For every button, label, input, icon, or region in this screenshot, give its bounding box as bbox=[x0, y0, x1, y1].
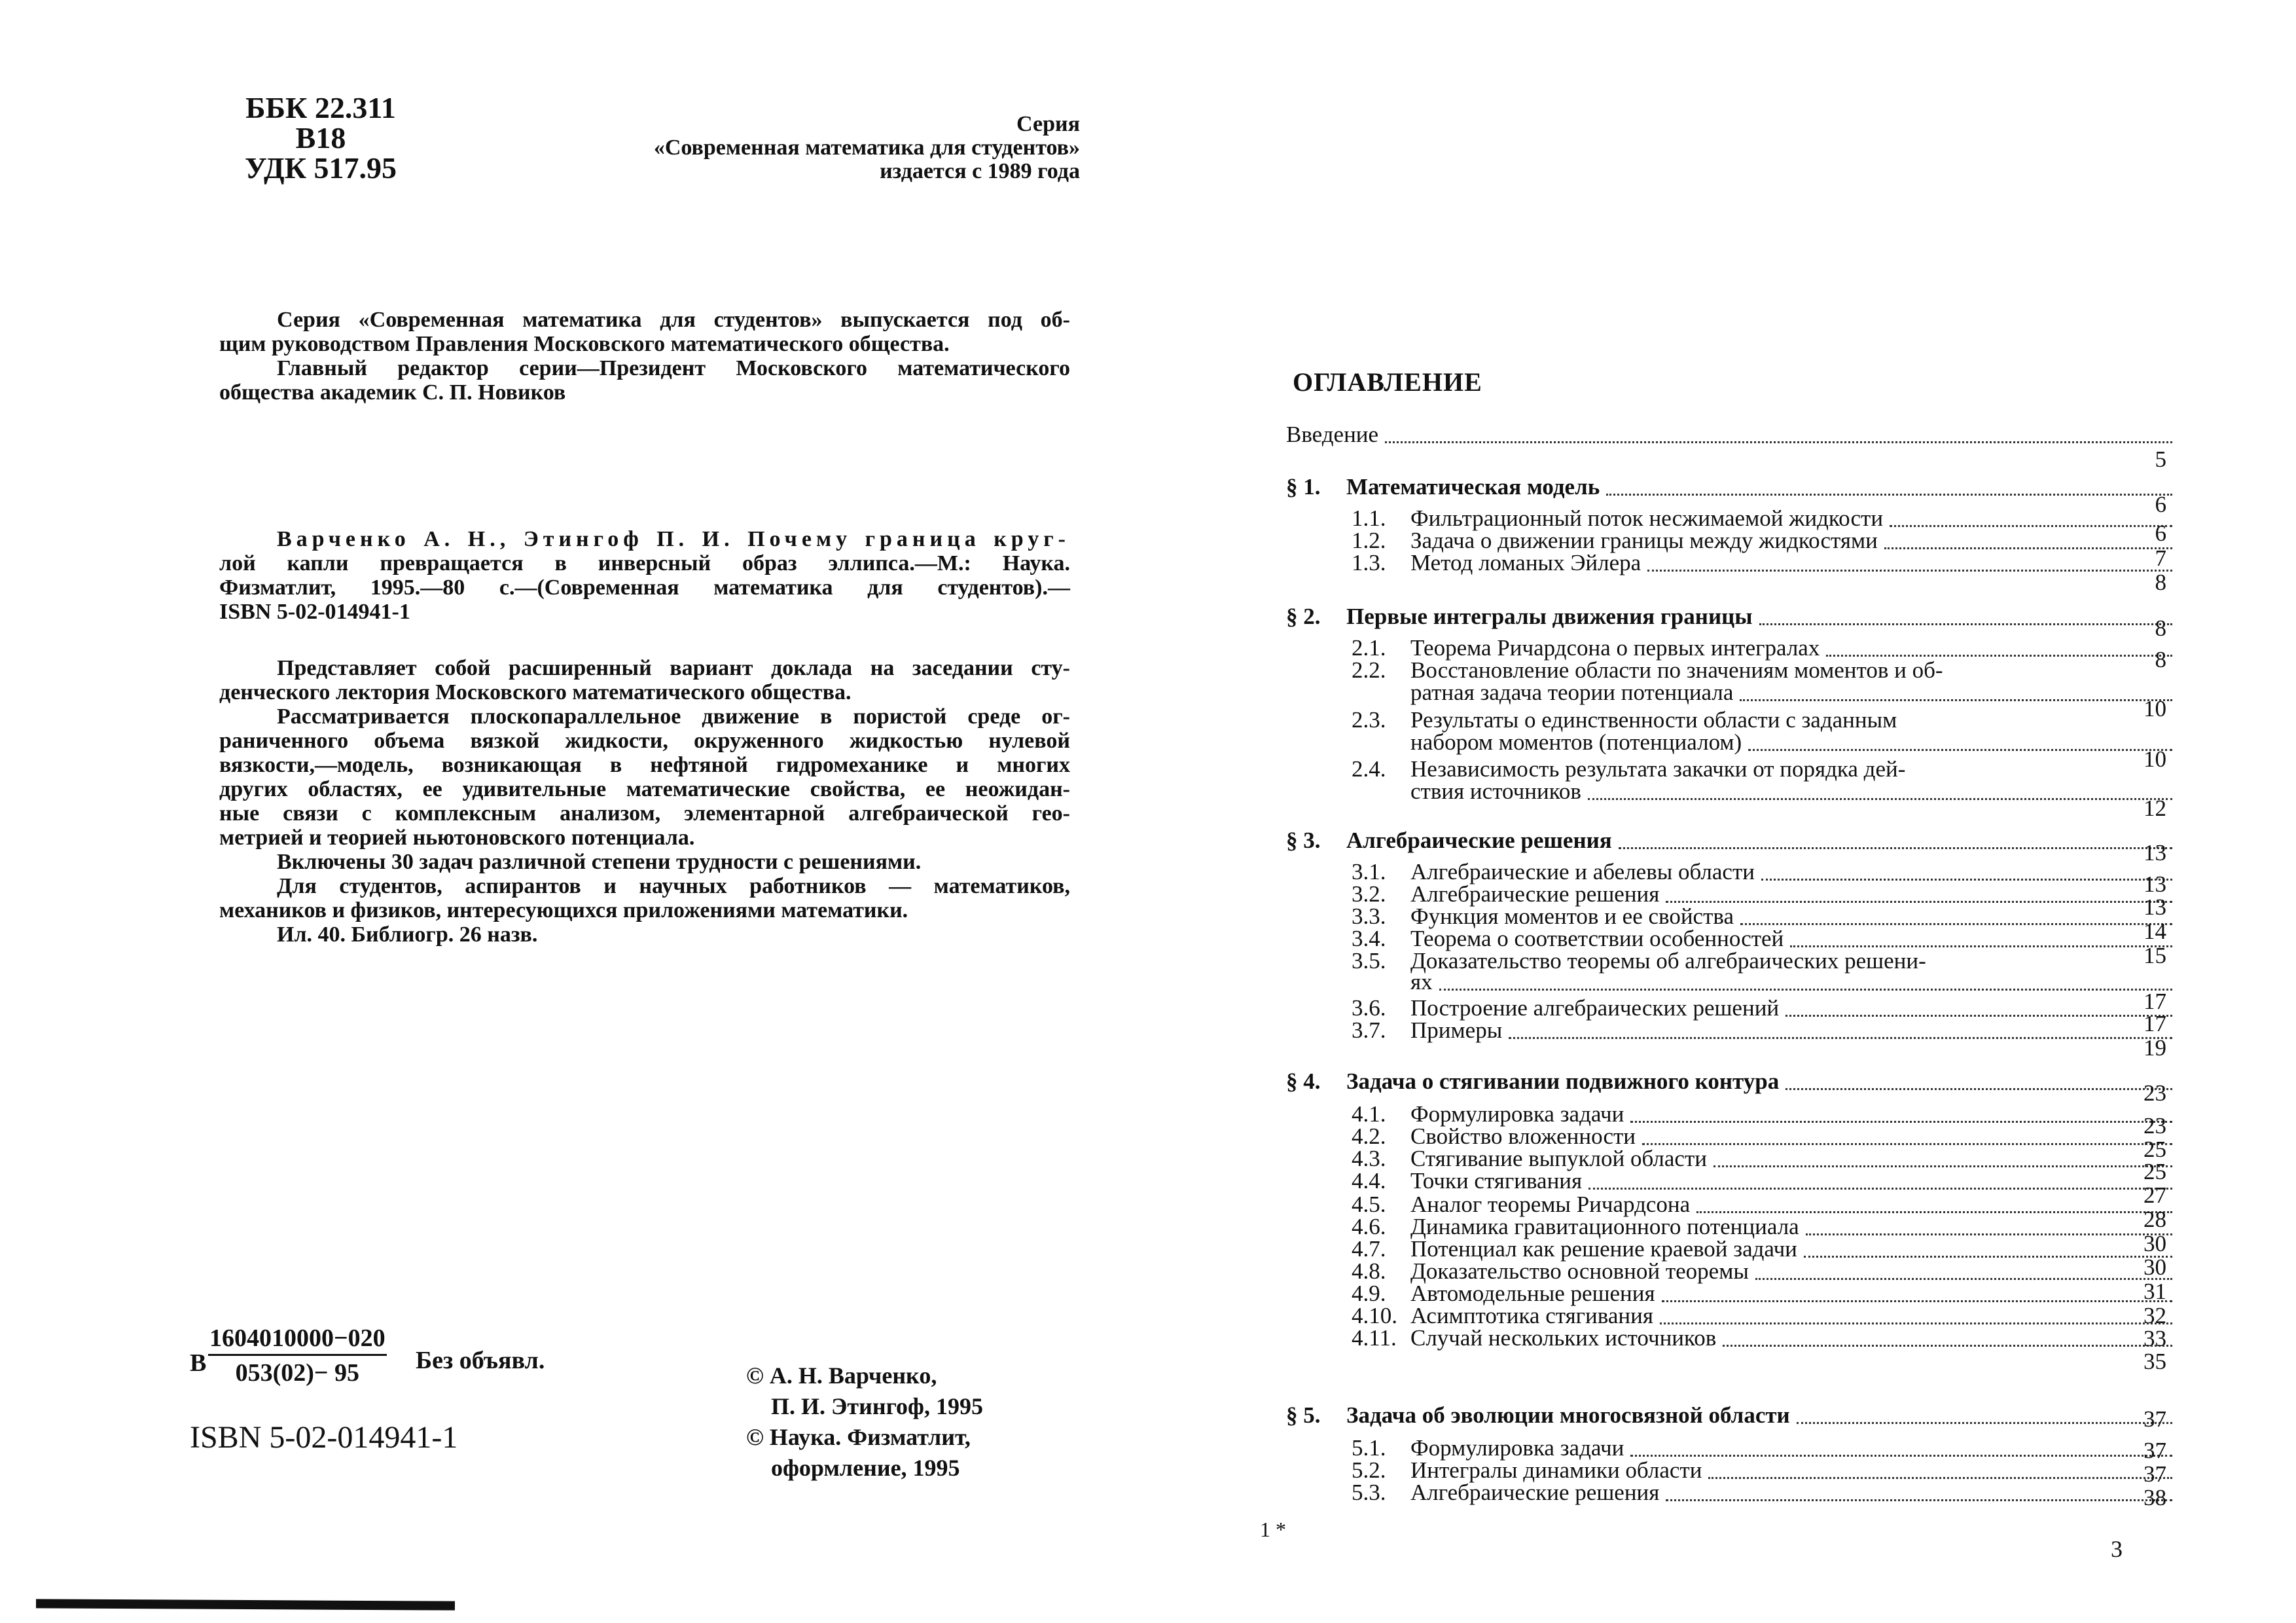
toc-entry-number: 2.2. bbox=[1352, 657, 1386, 683]
toc-section-number: § 1. bbox=[1286, 474, 1321, 500]
toc-title: ОГЛАВЛЕНИЕ bbox=[1293, 367, 1482, 397]
toc-section-number: § 2. bbox=[1286, 604, 1321, 629]
toc-page-number: 17 bbox=[2144, 989, 2166, 1014]
price-code-letter: В bbox=[190, 1349, 207, 1377]
toc-entry-number: 5.3. bbox=[1352, 1480, 1386, 1505]
toc-page-number: 31 bbox=[2144, 1279, 2166, 1304]
toc-page-number: 30 bbox=[2144, 1231, 2166, 1256]
toc-page-number: 30 bbox=[2144, 1254, 2166, 1280]
toc-leader bbox=[1606, 494, 2172, 496]
toc-entry-number: 3.7. bbox=[1352, 1017, 1386, 1043]
toc-page-number: 32 bbox=[2144, 1303, 2166, 1328]
toc-page-number: 13 bbox=[2144, 894, 2166, 920]
bbk-code: ББК 22.311 bbox=[245, 91, 396, 124]
toc-entry-title: Задача о стягивании подвижного контура bbox=[1346, 1068, 1780, 1094]
text-line: Серия «Современная математика для студентов» выпускается под об- bbox=[277, 308, 1070, 332]
toc-page-number: 12 bbox=[2144, 795, 2166, 821]
text-line: общества академик С. П. Новиков bbox=[219, 380, 566, 405]
series-header bbox=[589, 113, 1080, 183]
text-line: Включены 30 задач различной степени трудности с решениями. bbox=[277, 850, 922, 874]
toc-page-number: 5 bbox=[2155, 447, 2166, 472]
toc-section-number: § 3. bbox=[1286, 828, 1321, 853]
copyright-line: П. И. Этингоф, 1995 bbox=[771, 1393, 983, 1419]
toc-entry-number: 4.11. bbox=[1352, 1325, 1397, 1351]
toc-entry-number: 1.2. bbox=[1352, 528, 1386, 553]
toc-entry bbox=[1352, 1324, 2176, 1350]
toc-entry-title: ратная задача теории потенциала bbox=[1410, 680, 1734, 705]
toc-section bbox=[1286, 473, 2176, 499]
toc-entry-number: 4.6. bbox=[1352, 1214, 1386, 1239]
toc-entry-number: 1.3. bbox=[1352, 550, 1386, 575]
toc-entry-number: 3.4. bbox=[1352, 926, 1386, 951]
toc-entry bbox=[1286, 420, 2176, 447]
text-line: Ил. 40. Библиогр. 26 назв. bbox=[277, 922, 538, 947]
toc-page-number: 28 bbox=[2144, 1207, 2166, 1232]
toc-entry-number: 4.1. bbox=[1352, 1101, 1386, 1127]
toc-leader bbox=[1619, 847, 2172, 849]
toc-entry-number: 4.7. bbox=[1352, 1236, 1386, 1262]
toc-page-number: 6 bbox=[2155, 520, 2166, 546]
toc-page-number: 23 bbox=[2144, 1080, 2166, 1106]
toc-entry-title: Доказательство основной теоремы bbox=[1410, 1258, 1749, 1284]
toc-entry-number: 2.3. bbox=[1352, 707, 1386, 733]
toc-entry-continuation bbox=[1352, 728, 2176, 754]
toc-entry-title: Формулировка задачи bbox=[1410, 1435, 1624, 1461]
toc-entry-title: Алгебраические и абелевы области bbox=[1410, 859, 1755, 884]
copyright-block bbox=[746, 1360, 983, 1484]
toc-leader bbox=[1385, 441, 2172, 443]
toc-page-number: 8 bbox=[2155, 615, 2166, 641]
text-line: метрией и теорией ньютоновского потенциала. bbox=[219, 826, 695, 850]
toc-entry-continuation bbox=[1352, 777, 2176, 803]
toc-page-number: 13 bbox=[2144, 840, 2166, 866]
toc-leader bbox=[1588, 798, 2172, 800]
toc-entry-title: Автомодельные решения bbox=[1410, 1281, 1655, 1306]
classification-codes bbox=[232, 93, 409, 183]
isbn: ISBN 5-02-014941-1 bbox=[190, 1420, 458, 1455]
bibliographic-record bbox=[219, 527, 1070, 624]
toc-entry-number: 3.1. bbox=[1352, 859, 1386, 884]
toc-page-number: 37 bbox=[2144, 1406, 2166, 1432]
series-name: «Современная математика для студентов» bbox=[653, 136, 1080, 160]
toc-entry-number: 4.2. bbox=[1352, 1123, 1386, 1149]
toc-page-number: 17 bbox=[2144, 1011, 2166, 1036]
copyright-line: оформление, 1995 bbox=[771, 1455, 960, 1481]
copyright-line: © Наука. Физматлит, bbox=[746, 1424, 971, 1450]
text-line: других областях, ее удивительные математические свойства, ее неожидан- bbox=[219, 777, 1070, 801]
text-line: раниченного объема вязкой жидкости, окруженного жидкостью нулевой bbox=[219, 729, 1070, 753]
toc-entry-title: Задача об эволюции многосвязной области bbox=[1346, 1402, 1790, 1428]
toc-entry-title: Теорема о соответствии особенностей bbox=[1410, 926, 1784, 951]
toc-entry bbox=[1352, 1478, 2176, 1504]
toc-entry-title: Первые интегралы движения границы bbox=[1346, 604, 1753, 629]
toc-page-number: 6 bbox=[2155, 492, 2166, 517]
series-board-paragraph bbox=[219, 308, 1070, 405]
toc-leader bbox=[1439, 989, 2172, 991]
toc-section bbox=[1286, 826, 2176, 852]
toc-entry-title: Случай нескольких источников bbox=[1410, 1325, 1717, 1351]
toc-entry-title: Асимптотика стягивания bbox=[1410, 1303, 1653, 1328]
toc-page-number: 27 bbox=[2144, 1182, 2166, 1208]
price-code-fraction bbox=[208, 1322, 387, 1390]
text-line: ные связи с комплексным анализом, элементарной алгебраической гео- bbox=[219, 801, 1070, 826]
toc-entry-title: Потенциал как решение краевой задачи bbox=[1410, 1236, 1797, 1262]
toc-entry-title: Алгебраические решения bbox=[1346, 828, 1612, 853]
toc-page-number: 37 bbox=[2144, 1438, 2166, 1463]
toc-entry-title: Формулировка задачи bbox=[1410, 1101, 1624, 1127]
text-line: Физматлит, 1995.—80 с.—(Современная математика для студентов).— bbox=[219, 575, 1070, 600]
text-line: ISBN 5-02-014941-1 bbox=[219, 600, 410, 624]
toc-entry-number: 5.1. bbox=[1352, 1435, 1386, 1461]
toc-entry-title: Теорема Ричардсона о первых интегралах bbox=[1410, 635, 1820, 661]
toc-entry-title: Точки стягивания bbox=[1410, 1168, 1583, 1194]
toc-page-number: 14 bbox=[2144, 919, 2166, 944]
toc-page-number: 8 bbox=[2155, 570, 2166, 595]
text-line: Представляет собой расширенный вариант доклада на заседании сту- bbox=[277, 656, 1070, 680]
toc-page-number: 13 bbox=[2144, 871, 2166, 897]
toc-entry-title: Математическая модель bbox=[1346, 474, 1600, 500]
text-line: щим руководством Правления Московского математического общества. bbox=[219, 332, 950, 356]
toc-entry-title: Примеры bbox=[1410, 1017, 1503, 1043]
toc-page-number: 10 bbox=[2144, 746, 2166, 772]
toc-entry-title: Результаты о единственности области с заданным bbox=[1410, 707, 1897, 733]
toc-entry-number: 3.2. bbox=[1352, 881, 1386, 907]
page-number: 3 bbox=[2111, 1536, 2123, 1562]
toc-page-number: 10 bbox=[2144, 696, 2166, 721]
toc-entry-number: 2.1. bbox=[1352, 635, 1386, 661]
toc-page-number: 25 bbox=[2144, 1159, 2166, 1184]
toc-entry-title: Фильтрационный поток несжимаемой жидкости bbox=[1410, 505, 1884, 531]
toc-entry-title: Динамика гравитационного потенциала bbox=[1410, 1214, 1799, 1239]
toc-entry-title: Алгебраические решения bbox=[1410, 881, 1660, 907]
toc-page-number: 33 bbox=[2144, 1326, 2166, 1351]
text-line: Рассматривается плоскопараллельное движение в пористой среде ог- bbox=[277, 704, 1070, 729]
toc-page-number: 8 bbox=[2155, 647, 2166, 672]
signature-mark: 1 * bbox=[1260, 1518, 1286, 1541]
text-line: Для студентов, аспирантов и научных работников — математиков, bbox=[277, 874, 1070, 898]
toc-entry-title: Свойство вложенности bbox=[1410, 1123, 1636, 1149]
toc-entry-title: Алгебраические решения bbox=[1410, 1480, 1660, 1505]
series-since: издается с 1989 года bbox=[880, 159, 1080, 183]
toc-page-number: 35 bbox=[2144, 1349, 2166, 1374]
price-code-denominator: 053(02)− 95 bbox=[235, 1359, 360, 1387]
toc-entry-number: 3.5. bbox=[1352, 948, 1386, 974]
toc-page-number: 37 bbox=[2144, 1461, 2166, 1487]
toc-entry-title: набором моментов (потенциалом) bbox=[1410, 729, 1742, 755]
toc-entry-number: 5.2. bbox=[1352, 1457, 1386, 1483]
toc-entry bbox=[1352, 1167, 2176, 1193]
toc-entry-number: 4.8. bbox=[1352, 1258, 1386, 1284]
toc-entry-number: 2.4. bbox=[1352, 756, 1386, 782]
annotation bbox=[219, 656, 1070, 947]
toc-entry-number: 4.10. bbox=[1352, 1303, 1397, 1328]
toc-entry-continuation bbox=[1352, 968, 2176, 994]
toc-entry-title: Доказательство теоремы об алгебраических решени- bbox=[1410, 948, 1926, 974]
toc-entry-title: Интегралы динамики области bbox=[1410, 1457, 1702, 1483]
toc-section-number: § 4. bbox=[1286, 1068, 1321, 1094]
toc-page-number: 19 bbox=[2144, 1035, 2166, 1061]
text-line: Варченко А. Н., Этингоф П. И. Почему граница круг- bbox=[277, 527, 1070, 551]
text-line: лой капли превращается в инверсный образ эллипса.—М.: Наука. bbox=[219, 551, 1070, 575]
price-code-numerator: 1604010000−020 bbox=[208, 1322, 387, 1356]
toc-page-number: 25 bbox=[2144, 1137, 2166, 1162]
toc-leader bbox=[1723, 1345, 2172, 1347]
text-line: денческого лектория Московского математического общества. bbox=[219, 680, 852, 704]
toc-entry-number: 4.3. bbox=[1352, 1146, 1386, 1171]
toc-entry-title: Построение алгебраических решений bbox=[1410, 995, 1780, 1021]
toc-entry-number: 4.4. bbox=[1352, 1168, 1386, 1194]
toc-entry-number: 3.3. bbox=[1352, 903, 1386, 929]
text-line: Главный редактор серии—Президент Московского математического bbox=[277, 356, 1070, 380]
toc-leader bbox=[1647, 570, 2172, 572]
toc-section bbox=[1286, 1067, 2176, 1093]
toc-leader bbox=[1509, 1037, 2172, 1039]
copyright-line: © А. Н. Варченко, bbox=[746, 1362, 937, 1389]
toc-section bbox=[1286, 602, 2176, 629]
toc-entry-title: Восстановление области по значениям моментов и об- bbox=[1410, 657, 1943, 683]
toc-entry-title: ствия источников bbox=[1410, 778, 1581, 804]
author-mark: В18 bbox=[295, 121, 346, 155]
toc-page-number: 15 bbox=[2144, 943, 2166, 968]
price-note: Без объявл. bbox=[416, 1347, 545, 1374]
toc-entry-number: 4.9. bbox=[1352, 1281, 1386, 1306]
toc-leader bbox=[1588, 1188, 2172, 1190]
series-label: Серия bbox=[1016, 112, 1080, 136]
text-line: механиков и физиков, интересующихся приложениями математики. bbox=[219, 898, 908, 922]
toc-entry-title: ях bbox=[1410, 969, 1433, 994]
toc-entry bbox=[1352, 1016, 2176, 1042]
udk-code: УДК 517.95 bbox=[244, 151, 397, 185]
text-line: вязкости,—модель, возникающая в нефтяной гидромеханике и многих bbox=[219, 753, 1070, 777]
toc-entry-title: Функция моментов и ее свойства bbox=[1410, 903, 1734, 929]
toc-entry-title: Независимость результата закачки от порядка дей- bbox=[1410, 756, 1906, 782]
toc-section-number: § 5. bbox=[1286, 1402, 1321, 1428]
toc-entry-number: 4.5. bbox=[1352, 1192, 1386, 1217]
toc-leader bbox=[1666, 1499, 2172, 1501]
toc-entry-number: 3.6. bbox=[1352, 995, 1386, 1021]
toc-entry-title: Аналог теоремы Ричардсона bbox=[1410, 1192, 1691, 1217]
toc-entry-title: Метод ломаных Эйлера bbox=[1410, 550, 1641, 575]
toc-entry-number: 1.1. bbox=[1352, 505, 1386, 531]
toc-page-number: 38 bbox=[2144, 1485, 2166, 1510]
scan-edge-bar bbox=[36, 1599, 455, 1610]
toc-entry-title: Введение bbox=[1286, 422, 1379, 447]
toc-section bbox=[1286, 1401, 2176, 1427]
toc-page-number: 7 bbox=[2155, 545, 2166, 571]
toc-entry-continuation bbox=[1352, 678, 2176, 704]
toc-entry-title: Задача о движении границы между жидкостями bbox=[1410, 528, 1878, 553]
toc-entry-title: Стягивание выпуклой области bbox=[1410, 1146, 1707, 1171]
toc-entry bbox=[1352, 545, 2176, 575]
toc-page-number: 23 bbox=[2144, 1113, 2166, 1139]
